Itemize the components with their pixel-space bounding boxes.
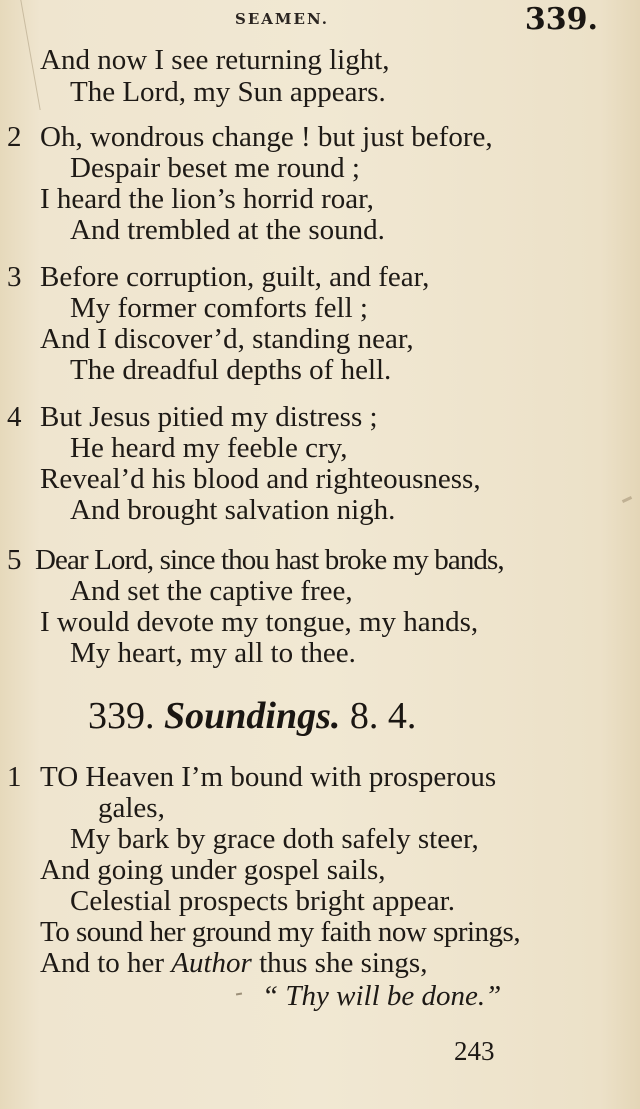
- verse-line: And trembled at the sound.: [70, 214, 385, 246]
- verse-line: Dear Lord, since thou hast broke my bands,: [35, 544, 504, 576]
- header-hymn-number: 339.: [524, 2, 598, 37]
- verse-line: He heard my feeble cry,: [70, 432, 348, 464]
- verse-line: And I discover’d, standing near,: [40, 323, 414, 355]
- verse-line: [40, 948, 427, 979]
- binding-edge: [0, 0, 41, 110]
- verse-line: Reveal’d his blood and righteousness,: [40, 463, 481, 495]
- verse-line: And brought salvation nigh.: [70, 494, 396, 526]
- verse-line: My heart, my all to thee.: [70, 637, 356, 669]
- verse-line: The dreadful depths of hell.: [70, 354, 392, 386]
- verse-line: Before corruption, guilt, and fear,: [40, 261, 430, 293]
- verse-line: My former comforts fell ;: [70, 292, 368, 324]
- page-number: 243: [454, 1036, 495, 1066]
- stanza-number: 1: [7, 761, 22, 793]
- verse-line: But Jesus pitied my distress ;: [40, 401, 378, 433]
- stanza-number: 4: [7, 401, 22, 433]
- running-head: SEAMEN.: [235, 10, 329, 28]
- verse-line: My bark by grace doth safely steer,: [70, 823, 479, 855]
- verse-line: TO Heaven I’m bound with prosperous: [40, 761, 497, 793]
- emphasized-word: Author: [171, 947, 252, 979]
- verse-line: Despair beset me round ;: [70, 152, 360, 184]
- verse-line: And now I see returning light,: [40, 44, 390, 76]
- stanza-number: 2: [7, 121, 22, 153]
- refrain-line: “ Thy will be done.”: [262, 980, 502, 1012]
- verse-line: And set the captive free,: [70, 575, 353, 607]
- verse-line: I heard the lion’s horrid roar,: [40, 183, 374, 215]
- hymn-name: Soundings.: [164, 695, 341, 737]
- verse-line: To sound her ground my faith now springs,: [40, 916, 521, 948]
- verse-line: And going under gospel sails,: [40, 854, 386, 886]
- ink-speck: [622, 496, 632, 503]
- verse-line: Celestial prospects bright appear.: [70, 885, 455, 917]
- verse-text: thus she sings,: [259, 947, 428, 979]
- ink-speck: [236, 992, 242, 995]
- verse-text: And to her: [40, 947, 165, 979]
- verse-line: gales,: [98, 792, 165, 824]
- stanza-number: 3: [7, 261, 22, 293]
- verse-line: Oh, wondrous change ! but just before,: [40, 121, 493, 153]
- stanza-number: 5: [7, 544, 22, 576]
- hymn-title: [88, 694, 416, 738]
- verse-line: The Lord, my Sun appears.: [70, 76, 386, 108]
- hymn-number: 339.: [88, 695, 155, 737]
- hymn-meter: 8. 4.: [349, 695, 417, 737]
- verse-line: I would devote my tongue, my hands,: [40, 606, 479, 638]
